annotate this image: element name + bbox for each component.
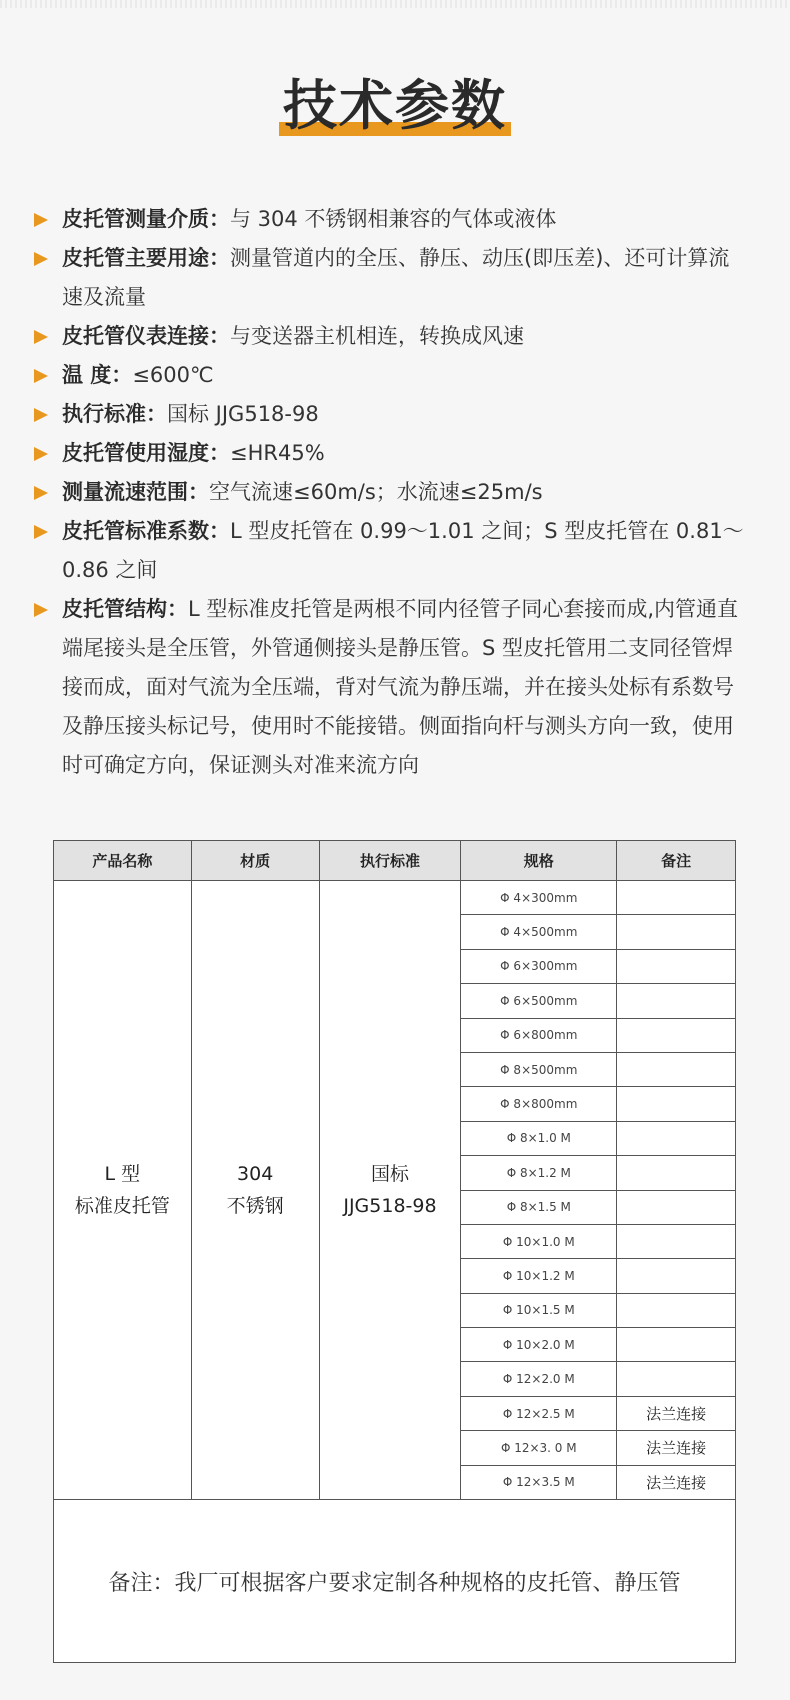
note-cell [617,881,736,915]
spec-cell: Φ 10×1.0 M [461,1224,617,1258]
spec-cell: Φ 10×2.0 M [461,1328,617,1362]
remark-row [54,1500,736,1663]
bullet-arrow-icon [34,525,48,539]
product-name-cell-line: 标准皮托管 [74,1195,170,1218]
note-cell [617,984,736,1018]
note-cell: 法兰连接 [617,1431,736,1465]
note-cell [617,1259,736,1293]
note-cell [617,1328,736,1362]
table-row [54,881,736,915]
param-item [30,473,750,512]
param-value: 与 304 不锈钢相兼容的气体或液体 [230,207,557,231]
param-label: 皮托管标准系数： [62,519,230,543]
header-note: 备注 [617,841,736,881]
param-item [30,590,750,785]
note-cell [617,1121,736,1155]
bullet-arrow-icon [34,447,48,461]
param-value: 空气流速≤60m/s；水流速≤25m/s [209,480,543,504]
note-cell [617,915,736,949]
spec-table [53,840,736,1663]
parameter-list [30,200,750,785]
param-value: ≤HR45% [230,441,325,465]
param-label: 温 度： [62,363,133,387]
header-spec: 规格 [461,841,617,881]
table-body [54,881,736,1663]
remark-cell: 备注：我厂可根据客户要求定制各种规格的皮托管、静压管 [54,1500,736,1663]
param-value: 测量管道内的全压、静压、动压(即压差)、还可计算流速及流量 [62,246,730,309]
bullet-arrow-icon [34,252,48,266]
param-value: L 型皮托管在 0.99～1.01 之间；S 型皮托管在 0.81～0.86 之间 [62,519,744,582]
note-cell [617,1190,736,1224]
header-material: 材质 [191,841,319,881]
bullet-arrow-icon [34,330,48,344]
spec-cell: Φ 12×2.5 M [461,1396,617,1430]
note-cell: 法兰连接 [617,1465,736,1499]
note-cell [617,1362,736,1396]
spec-cell: Φ 8×1.0 M [461,1121,617,1155]
title-section [0,70,790,142]
param-label: 测量流速范围： [62,480,209,504]
note-cell [617,1052,736,1086]
note-cell [617,1087,736,1121]
note-cell [617,949,736,983]
spec-cell: Φ 12×3.5 M [461,1465,617,1499]
param-value: 国标 JJG518-98 [167,402,319,426]
param-label: 皮托管主要用途： [62,246,230,270]
param-label: 皮托管结构： [62,597,188,621]
material-cell [191,881,319,1500]
spec-cell: Φ 12×3. 0 M [461,1431,617,1465]
param-item [30,200,750,239]
product-name-cell-line: L 型 [104,1163,141,1186]
spec-cell: Φ 10×1.5 M [461,1293,617,1327]
spec-cell: Φ 8×1.5 M [461,1190,617,1224]
material-cell-line: 304 [237,1163,274,1186]
spec-cell: Φ 12×2.0 M [461,1362,617,1396]
page-title [279,70,511,142]
spec-cell: Φ 8×1.2 M [461,1156,617,1190]
spec-cell: Φ 10×1.2 M [461,1259,617,1293]
note-cell [617,1156,736,1190]
table-header-row [54,841,736,881]
param-value: 与变送器主机相连，转换成风速 [230,324,524,348]
header-standard: 执行标准 [319,841,461,881]
param-label: 皮托管使用湿度： [62,441,230,465]
note-cell [617,1293,736,1327]
spec-cell: Φ 4×500mm [461,915,617,949]
spec-cell: Φ 4×300mm [461,881,617,915]
bullet-arrow-icon [34,408,48,422]
header-product: 产品名称 [54,841,192,881]
standard-cell [319,881,461,1500]
param-item [30,356,750,395]
spec-cell: Φ 6×500mm [461,984,617,1018]
note-cell [617,1018,736,1052]
bullet-arrow-icon [34,213,48,227]
param-label: 执行标准： [62,402,167,426]
top-decorative-strip [0,0,790,8]
note-cell: 法兰连接 [617,1396,736,1430]
bullet-arrow-icon [34,603,48,617]
note-cell [617,1224,736,1258]
bullet-arrow-icon [34,486,48,500]
param-item [30,512,750,590]
param-value: L 型标准皮托管是两根不同内径管子同心套接而成,内管通直端尾接头是全压管，外管通侧接头是静压管。S 型皮托管用二支同径管焊接而成，面对气流为全压端，背对气流为静压端，并在接头处标有系数号及静压接头标记号，使用时不能接错。侧面指向杆与测头方向一致，使用时可确定方向，保证测头对准来流方向 [62,597,739,777]
param-item [30,317,750,356]
page-title-text: 技术参数 [283,74,507,137]
param-item [30,434,750,473]
product-name-cell [54,881,192,1500]
spec-cell: Φ 8×500mm [461,1052,617,1086]
bullet-arrow-icon [34,369,48,383]
param-item [30,395,750,434]
standard-cell-line: 国标 [370,1163,409,1186]
material-cell-line: 不锈钢 [226,1195,284,1218]
param-item [30,239,750,317]
spec-cell: Φ 6×800mm [461,1018,617,1052]
param-value: ≤600℃ [132,363,214,387]
standard-cell-line: JJG518-98 [343,1195,437,1218]
spec-cell: Φ 8×800mm [461,1087,617,1121]
spec-cell: Φ 6×300mm [461,949,617,983]
param-label: 皮托管测量介质： [62,207,230,231]
param-label: 皮托管仪表连接： [62,324,230,348]
